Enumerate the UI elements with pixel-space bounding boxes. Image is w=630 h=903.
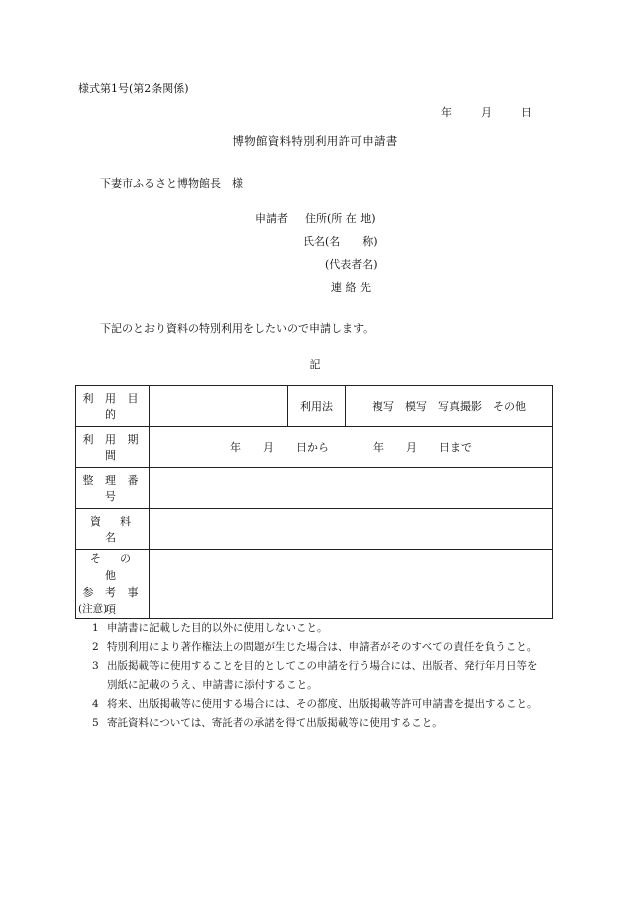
period-field[interactable]: 年 月 日から 年 月 日まで bbox=[150, 427, 553, 468]
applicant-address-row bbox=[255, 210, 376, 233]
table-row-purpose bbox=[76, 386, 553, 427]
date-line bbox=[441, 104, 532, 120]
note-text: 特別利用により著作権法上の問題が生じた場合は、申請者がそのすべての責任を負うこと。 bbox=[107, 641, 538, 653]
ref-number-field[interactable] bbox=[150, 468, 553, 509]
note-number: 5 bbox=[92, 717, 99, 729]
table-row-ref-number bbox=[76, 468, 553, 509]
note-number: 3 bbox=[92, 660, 99, 672]
form-number: 様式第1号(第2条関係) bbox=[78, 82, 189, 95]
note-number: 2 bbox=[92, 641, 99, 653]
table-row-material-name bbox=[76, 509, 553, 550]
period-label: 利 用 期 間 bbox=[76, 427, 150, 468]
applicant-label: 申請者 bbox=[255, 212, 288, 225]
intro-text: 下記のとおり資料の特別利用をしたいので申請します。 bbox=[100, 322, 375, 335]
applicant-block bbox=[255, 210, 376, 302]
purpose-field[interactable] bbox=[150, 386, 288, 427]
note-item bbox=[92, 638, 547, 657]
ref-number-label: 整 理 番 号 bbox=[76, 468, 150, 509]
method-label: 利用法 bbox=[288, 386, 346, 427]
material-name-field[interactable] bbox=[150, 509, 553, 550]
applicant-representative-row bbox=[255, 256, 376, 279]
other-label-line2: 参 考 事 項 bbox=[82, 586, 143, 616]
applicant-contact-label: 連 絡 先 bbox=[331, 281, 371, 294]
note-text: 出版掲載等に使用することを目的としてこの申請を行う場合には、出版者、発行年月日等を別紙に記載のうえ、申請書に添付すること。 bbox=[107, 660, 538, 691]
material-name-label: 資 料 名 bbox=[76, 509, 150, 550]
note-item bbox=[92, 714, 547, 733]
date-month: 月 bbox=[481, 106, 492, 119]
applicant-contact-row bbox=[255, 279, 376, 302]
note-text: 将来、出版掲載等に使用する場合には、その都度、出版掲載等許可申請書を提出すること。 bbox=[107, 698, 538, 710]
notes-heading: (注意) bbox=[78, 603, 108, 615]
applicant-address-label: 住所(所 在 地) bbox=[305, 212, 376, 225]
ki-heading: 記 bbox=[309, 358, 321, 371]
note-item bbox=[92, 657, 547, 695]
method-options[interactable]: 複写 模写 写真撮影 その他 bbox=[346, 386, 553, 427]
addressee: 下妻市ふるさと博物館長 様 bbox=[100, 177, 243, 190]
note-item bbox=[92, 695, 547, 714]
table-row-period bbox=[76, 427, 553, 468]
date-day: 日 bbox=[521, 106, 532, 119]
applicant-name-row bbox=[255, 233, 376, 256]
applicant-representative-label: (代表者名) bbox=[325, 258, 378, 271]
note-text: 寄託資料については、寄託者の承諾を得て出版掲載等に使用すること。 bbox=[107, 717, 443, 729]
applicant-name-label: 氏名(名 称) bbox=[303, 235, 378, 248]
date-year: 年 bbox=[441, 106, 452, 119]
purpose-label: 利 用 目 的 bbox=[76, 386, 150, 427]
application-table bbox=[75, 385, 553, 619]
document-title: 博物館資料特別利用許可申請書 bbox=[232, 134, 398, 148]
note-text: 申請書に記載した目的以外に使用しないこと。 bbox=[107, 622, 328, 634]
other-label-line1: そ の 他 bbox=[90, 552, 150, 582]
note-number: 1 bbox=[92, 622, 99, 634]
note-item bbox=[92, 619, 547, 638]
note-number: 4 bbox=[92, 698, 99, 710]
